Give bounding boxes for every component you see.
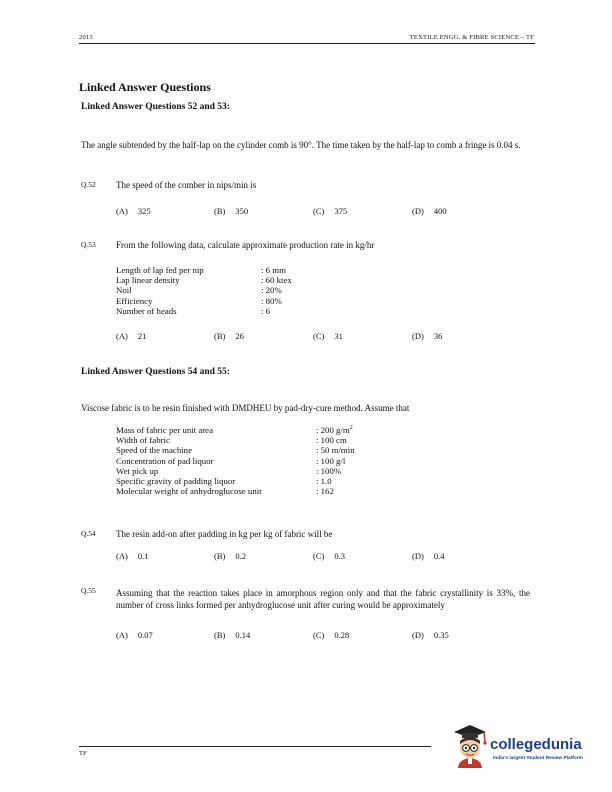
q52-option-d: (D) 400	[412, 206, 447, 216]
q54-text: The resin add-on after padding in kg per kg of fabric will be	[116, 529, 333, 539]
q53-text: From the following data, calculate approximate production rate in kg/hr	[116, 240, 375, 250]
header-year: 2013	[79, 34, 93, 41]
group2-data-row: Specific gravity of padding liquor : 1.0	[116, 476, 332, 487]
q53-data-row: Lap linear density : 60 ktex	[116, 275, 292, 286]
q53-option-a: (A) 21	[116, 331, 147, 341]
q55-option-b: (B) 0.14	[214, 630, 251, 640]
footer-rule	[79, 746, 431, 747]
q54-option-a: (A) 0.1	[116, 551, 149, 561]
group2-data-row: Speed of the machine : 50 m/min	[116, 445, 355, 456]
q53-option-c: (C) 31	[313, 331, 343, 341]
q54-number: Q.54	[81, 529, 96, 538]
q54-option-b: (B) 0.2	[214, 551, 246, 561]
q53-data-row: Length of lap fed per nip : 6 mm	[116, 265, 286, 275]
collegedunia-wordmark: collegedunia	[490, 736, 582, 753]
q55-number: Q.55	[81, 586, 96, 595]
group2-data-row: Mass of fabric per unit area : 200 $g/m^2$	[116, 425, 353, 435]
q53-data-row: Noil : 20%	[116, 285, 282, 296]
group2-data-row: Width of fabric : 100 cm	[116, 435, 347, 446]
q53-data-row: Number of heads : 6	[116, 305, 271, 316]
q53-number: Q.53	[81, 240, 96, 249]
group2-data-row: Wet pick up : 100%	[116, 465, 342, 476]
q54-option-d: (D) 0.4	[412, 551, 445, 561]
q53-data-row: Efficiency : 80%	[116, 295, 282, 306]
q55-option-a: (A) 0.07	[116, 630, 153, 640]
q53-option-b: (B) 26	[214, 331, 244, 341]
q52-option-b: (B) 350	[214, 206, 249, 216]
q52-number: Q.52	[81, 180, 96, 189]
group1-statement: The angle subtended by the half-lap on the cylinder comb is 90°. The time taken by the half-lap to comb a fringe is 0.04 s.	[81, 140, 521, 150]
collegedunia-logo	[448, 722, 598, 772]
group2-data-row: Concentration of pad liquor : 100 g/l	[116, 455, 346, 466]
group2-heading: Linked Answer Questions 54 and 55:	[81, 367, 230, 377]
collegedunia-tagline: India's largest Student Review Platform	[493, 756, 583, 761]
group2-data-table	[116, 425, 355, 496]
header-rule	[79, 43, 535, 44]
q53-data-table	[116, 265, 292, 316]
student-mascot-icon	[448, 722, 492, 770]
q55-option-d: (D) 0.35	[412, 630, 449, 640]
header-paper-title: TEXTILE ENGG. & FIBRE SCIENCE – TF	[409, 34, 534, 41]
group2-data-row: Molecular weight of anhydroglucose unit : 162	[116, 486, 334, 497]
group2-statement: Viscose fabric is to be resin finished with DMDHEU by pad-dry-cure method. Assume that	[81, 403, 410, 413]
footer-code: TF	[79, 750, 87, 757]
q52-option-c: (C) 375	[313, 206, 348, 216]
q55-option-c: (C) 0.28	[313, 630, 350, 640]
q55-text: Assuming that the reaction takes place in amorphous region only and that the fabric crystallinity is 33%, the number of cross links formed per anhydroglucose unit after curing would be approximately	[116, 588, 530, 610]
q52-option-a: (A) 325	[116, 206, 151, 216]
q54-option-c: (C) 0.3	[313, 551, 345, 561]
group1-heading: Linked Answer Questions 52 and 53:	[81, 102, 230, 112]
q53-option-d: (D) 36	[412, 331, 443, 341]
q52-text: The speed of the comber in nips/min is	[116, 180, 257, 190]
page-title: Linked Answer Questions	[79, 80, 211, 94]
